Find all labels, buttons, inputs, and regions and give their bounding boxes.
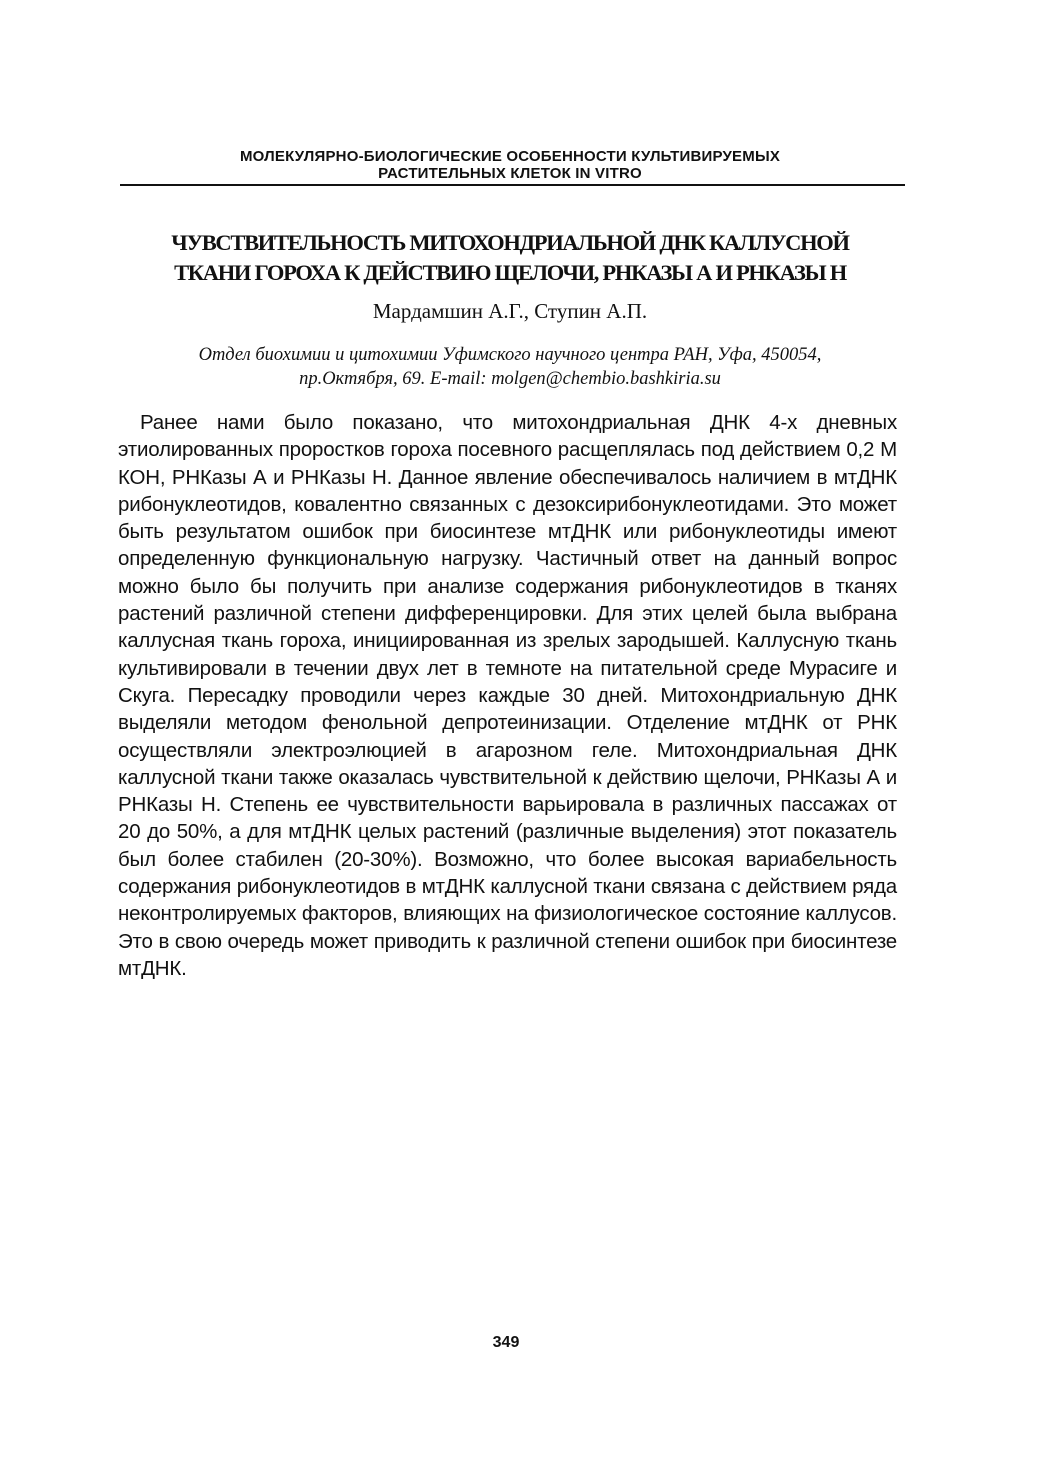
- affiliation-line-1: Отдел биохимии и цитохимии Уфимского научного центра РАН, Уфа, 450054,: [198, 345, 822, 365]
- article-title-line-2: ТКАНИ ГОРОХА К ДЕЙСТВИЮ ЩЕЛОЧИ, РНКАЗЫ А И РНКАЗЫ Н: [174, 260, 846, 285]
- article-title: [70, 228, 950, 288]
- article-affiliation: [90, 343, 930, 391]
- running-header-line-2: РАСТИТЕЛЬНЫХ КЛЕТОК IN VITRO: [378, 165, 642, 182]
- running-header-line-1: МОЛЕКУЛЯРНО-БИОЛОГИЧЕСКИЕ ОСОБЕННОСТИ КУЛЬТИВИРУЕМЫХ: [239, 148, 781, 165]
- article-title-line-1: ЧУВСТВИТЕЛЬНОСТЬ МИТОХОНДРИАЛЬНОЙ ДНК КАЛЛУСНОЙ: [171, 230, 849, 255]
- page-number: 349: [492, 1334, 520, 1351]
- article-authors: Мардамшин А.Г., Ступин А.П.: [372, 299, 648, 323]
- running-header: [130, 148, 890, 182]
- header-rule: [120, 184, 905, 186]
- article-body: Ранее нами было показано, что митохондриальная ДНК 4-х дневных этиолированных проростков гороха посевного расщеплялась под действием 0,2 М КОН, РНКазы А и РНКазы Н. Данное явление обеспечивалось наличием в мтДНК рибонуклеотидов, ковалентно связанных с дезоксирибонуклеотидами. Это может быть результатом ошибок при биосинтезе мтДНК или рибонуклеотиды имеют определенную функциональную нагрузку. Частичный ответ на данный вопрос можно было бы получить при анализе содержания рибонуклеотидов в тканях растений различной степени дифференцировки. Для этих целей была выбрана каллусная ткань гороха, инициированная из зрелых зародышей. Каллусную ткань культивировали в течении двух лет в темноте на питательной среде Мурасиге и Скуга. Пересадку проводили через каждые 30 дней. Митохондриальную ДНК выделяли методом фенольной депротеинизации. Отделение мтДНК от РНК осуществляли электроэлюцией в агарозном геле. Митохондриальная ДНК каллусной ткани также оказалась чувствительной к действию щелочи, РНКазы А и РНКазы Н. Степень ее чувствительности варьировала в различных пассажах от 20 до 50%, а для мтДНК целых растений (различные выделения) этот показатель был более стабилен (20-30%). Возможно, что более высокая вариабельность содержания рибонуклеотидов в мтДНК каллусной ткани связана с действием ряда неконтролируемых факторов, влияющих на физиологическое состояние каллусов. Это в свою очередь может приводить к различной степени ошибок при биосинтезе мтДНК.: [118, 411, 897, 980]
- affiliation-line-2: пр.Октября, 69. E-mail: molgen@chembio.bashkiria.su: [299, 369, 721, 389]
